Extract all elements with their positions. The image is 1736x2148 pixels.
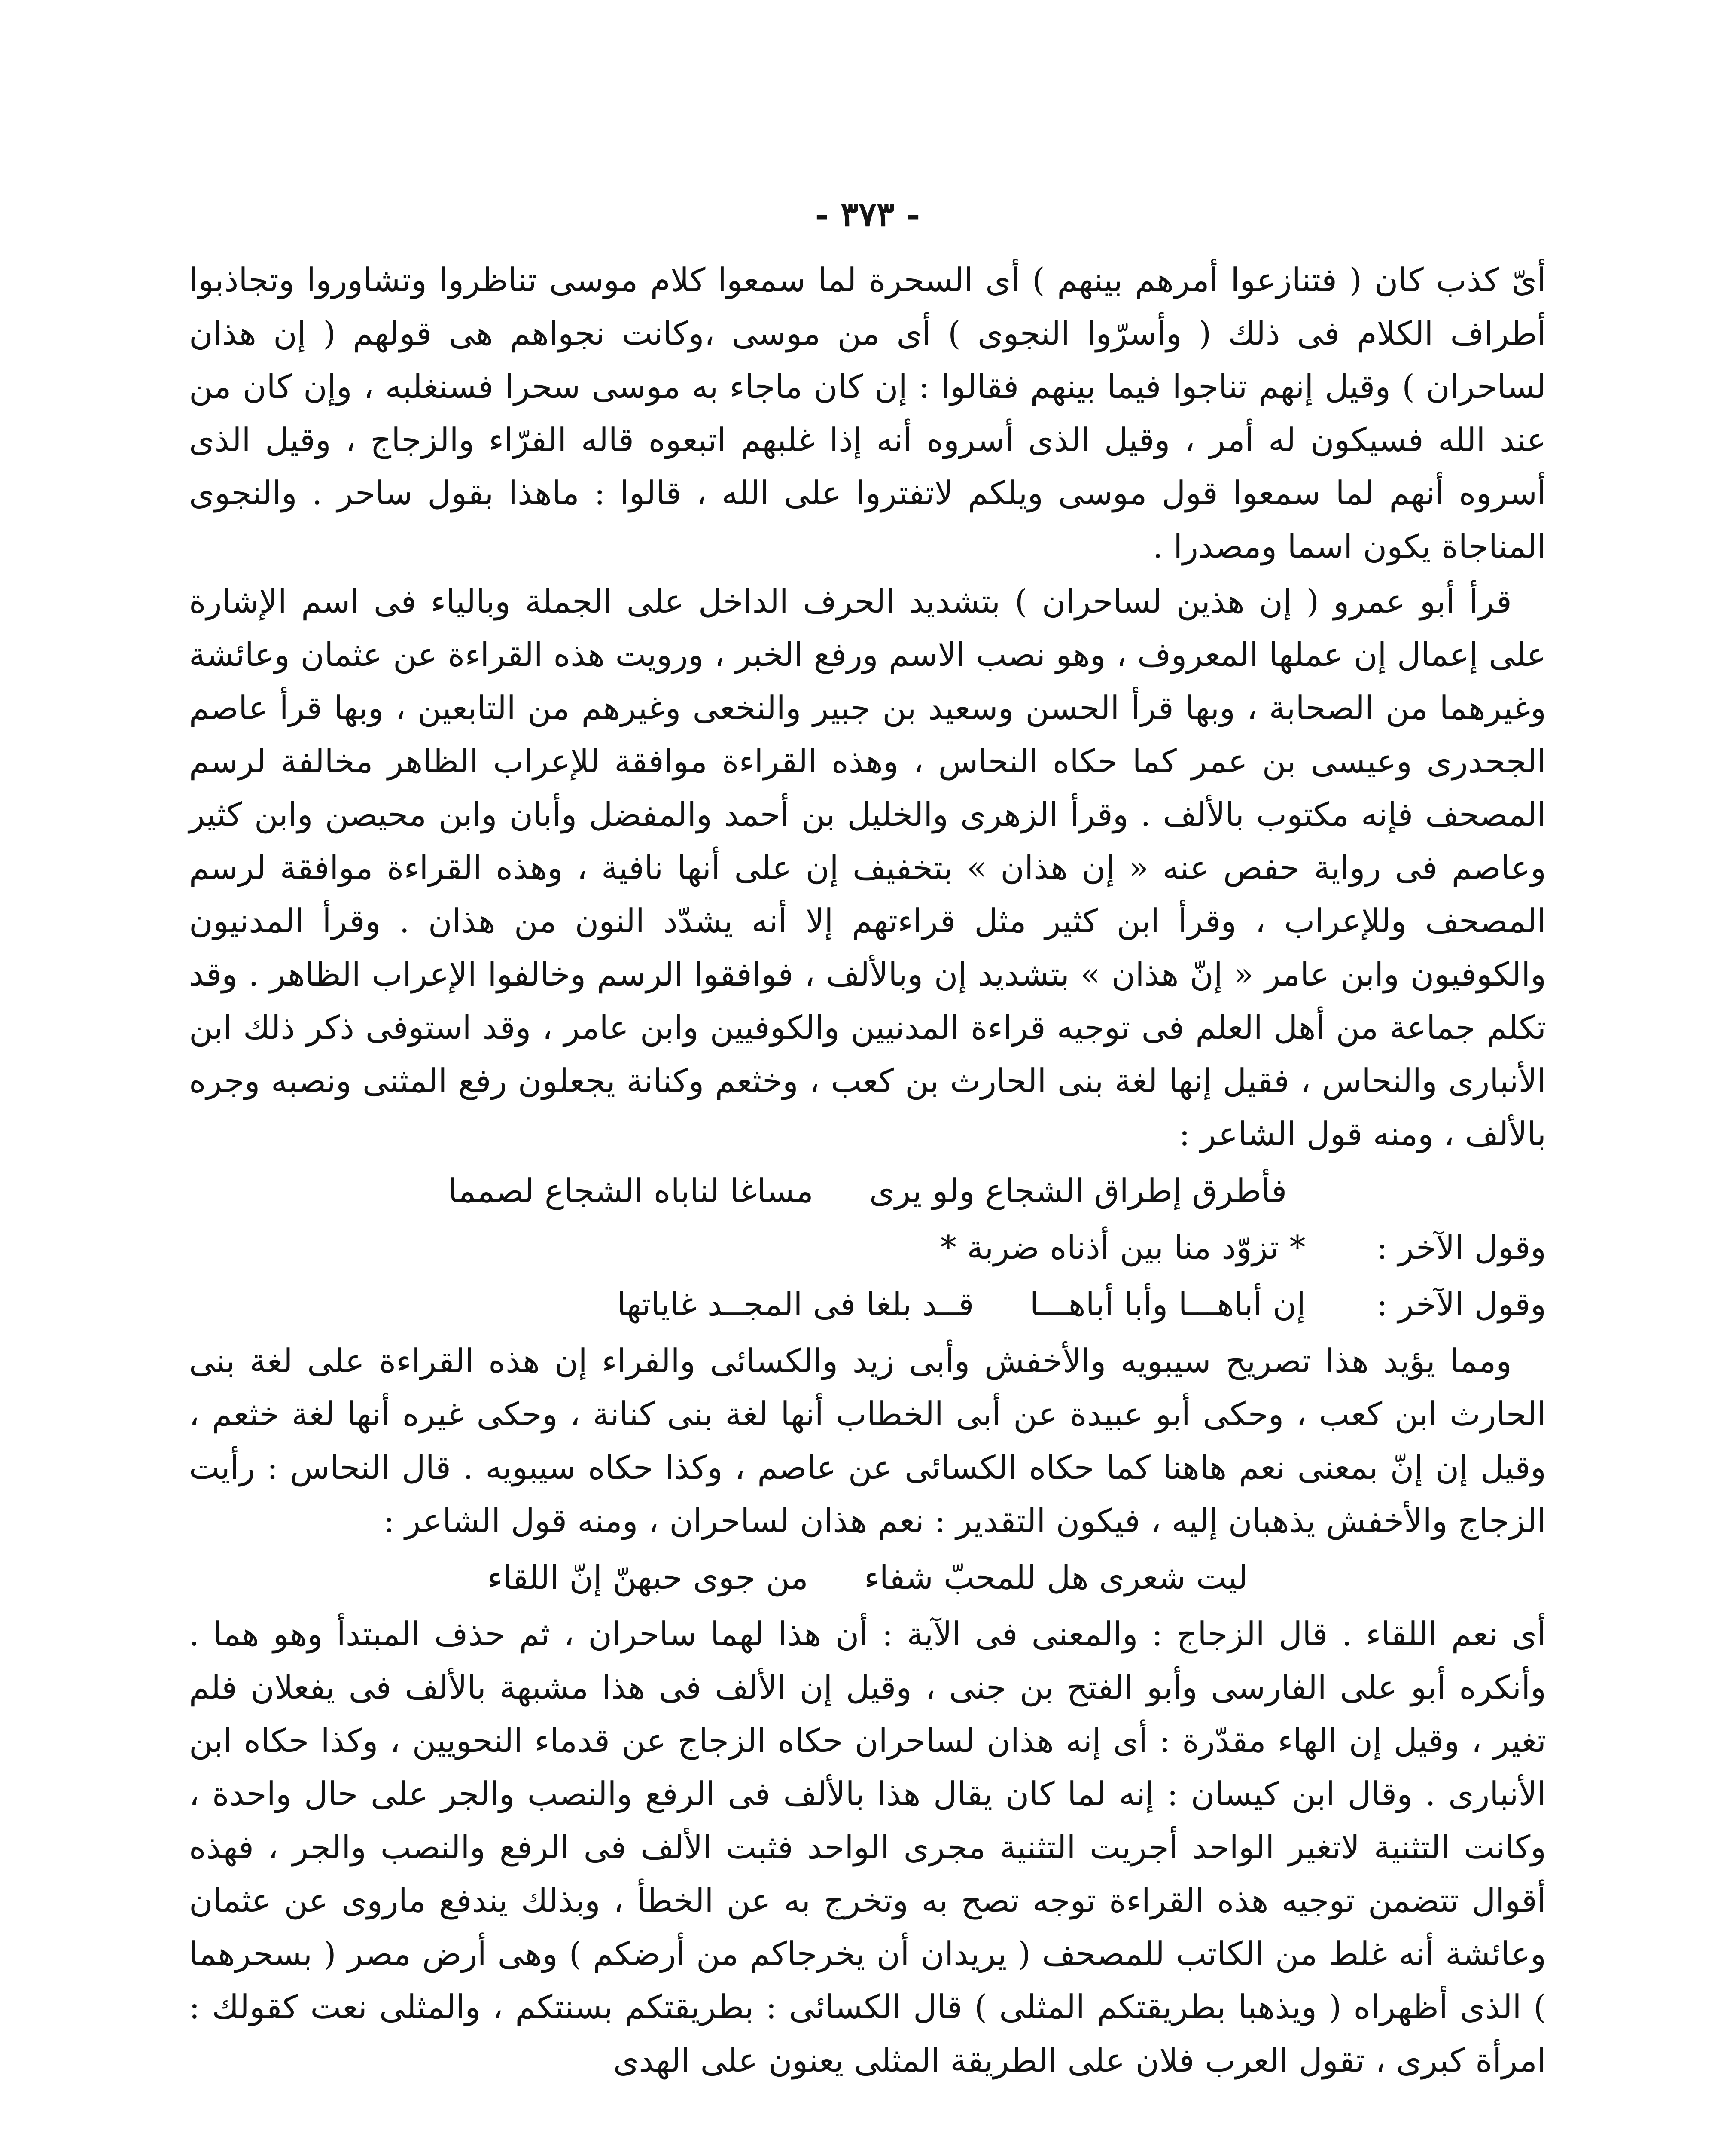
verse-1 [189, 1164, 1546, 1217]
verse-2 [189, 1221, 1546, 1274]
document-page [189, 189, 1546, 2148]
verse-1-first-hemistich: فأطرق إطراق الشجاع ولو يرى [869, 1172, 1287, 1210]
paragraph-2: قرأ أبو عمرو ( إن هذين لساحران ) بتشديد الحرف الداخل على الجملة وبالياء فى اسم الإشارة على إعمال إن عملها المعروف ، وهو نصب الاسم ورفع الخبر ، ورويت هذه القراءة عن عثمان وعائشة وغيرهما من الصحابة ، وبها قرأ الحسن وسعيد بن جبير والنخعى وغيرهم من التابعين ، وبها قرأ عاصم الجحدرى وعيسى بن عمر كما حكاه النحاس ، وهذه القراءة موافقة للإعراب الظاهر مخالفة لرسم المصحف فإنه مكتوب بالألف . وقرأ الزهرى والخليل بن أحمد والمفضل وأبان وابن محيصن وابن كثير وعاصم فى رواية حفص عنه « إن هذان » بتخفيف إن على أنها نافية ، وهذه القراءة موافقة لرسم المصحف وللإعراب ، وقرأ ابن كثير مثل قراءتهم إلا أنه يشدّد النون من هذان . وقرأ المدنيون والكوفيون وابن عامر « إنّ هذان » بتشديد إن وبالألف ، فوافقوا الرسم وخالفوا الإعراب الظاهر . وقد تكلم جماعة من أهل العلم فى توجيه قراءة المدنيين والكوفيين وابن عامر ، وقد استوفى ذكر ذلك ابن الأنبارى والنحاس ، فقيل إنها لغة بنى الحارث بن كعب ، وخثعم وكنانة يجعلون رفع المثنى ونصبه وجره بالألف ، ومنه قول الشاعر : [189, 582, 1547, 1153]
verse-3-lead: وقول الآخر : [1377, 1285, 1546, 1323]
verse-2-lead: وقول الآخر : [1377, 1228, 1546, 1266]
verse-gap [974, 1278, 1030, 1331]
verse-4 [189, 1551, 1546, 1604]
verse-3-first-hemistich: إن أباهـــا وأبا أباهـــا [1029, 1285, 1306, 1323]
verse-2-line: * تزوّد منا بين أذناه ضربة * [940, 1228, 1306, 1266]
verse-3-second-hemistich: قــد بلغا فى المجــد غاياتها [617, 1285, 974, 1323]
page-number: - ٣٧٣ - [815, 195, 920, 234]
verse-1-second-hemistich: مساغا لناباه الشجاع لصمما [448, 1172, 813, 1210]
verse-gap [813, 1164, 869, 1217]
verse-3 [189, 1278, 1546, 1331]
paragraph-4: أى نعم اللقاء . قال الزجاج : والمعنى فى الآية : أن هذا لهما ساحران ، ثم حذف المبتدأ وهو هما . وأنكره أبو على الفارسى وأبو الفتح بن جنى ، وقيل إن الألف فى هذا مشبهة بالألف فى يفعلان فلم تغير ، وقيل إن الهاء مقدّرة : أى إنه هذان لساحران حكاه الزجاج عن قدماء النحويين ، وكذا حكاه ابن الأنبارى . وقال ابن كيسان : إنه لما كان يقال هذا بالألف فى الرفع والنصب والجر على حال واحدة ، وكانت التثنية لاتغير الواحد أجريت التثنية مجرى الواحد فثبت الألف فى الرفع والنصب والجر ، فهذه أقوال تتضمن توجيه هذه القراءة توجه تصح به وتخرج به عن الخطأ ، وبذلك يندفع ماروى عن عثمان وعائشة أنه غلط من الكاتب للمصحف ( يريدان أن يخرجاكم من أرضكم ) وهى أرض مصر ( بسحرهما ) الذى أظهراه ( ويذهبا بطريقتكم المثلى ) قال الكسائى : بطريقتكم بسنتكم ، والمثلى نعت كقولك : امرأة كبرى ، تقول العرب فلان على الطريقة المثلى يعنون على الهدى [189, 1615, 1547, 2079]
verse-4-second-hemistich: من جوى حبهنّ إنّ اللقاء [487, 1558, 808, 1596]
paragraph-1: أىّ كذب كان ( فتنازعوا أمرهم بينهم ) أى السحرة لما سمعوا كلام موسى تناظروا وتشاوروا وتجاذبوا أطراف الكلام فى ذلك ( وأسرّوا النجوى ) أى من موسى ،وكانت نجواهم هى قولهم ( إن هذان لساحران ) وقيل إنهم تناجوا فيما بينهم فقالوا : إن كان ماجاء به موسى سحرا فسنغلبه ، وإن كان من عند الله فسيكون له أمر ، وقيل الذى أسروه أنه إذا غلبهم اتبعوه قاله الفرّاء والزجاج ، وقيل الذى أسروه أنهم لما سمعوا قول موسى ويلكم لاتفتروا على الله ، قالوا : ماهذا بقول ساحر . والنجوى المناجاة يكون اسما ومصدرا . [189, 261, 1546, 565]
verse-gap [808, 1551, 864, 1604]
verse-4-first-hemistich: ليت شعرى هل للمحبّ شفاء [864, 1558, 1248, 1596]
paragraph-3: ومما يؤيد هذا تصريح سيبويه والأخفش وأبى زيد والكسائى والفراء إن هذه القراءة على لغة بنى الحارث ابن كعب ، وحكى أبو عبيدة عن أبى الخطاب أنها لغة بنى كنانة ، وحكى غيره أنها لغة خثعم ، وقيل إن إنّ بمعنى نعم هاهنا كما حكاه الكسائى عن عاصم ، وكذا حكاه سيبويه . قال النحاس : رأيت الزجاج والأخفش يذهبان إليه ، فيكون التقدير : نعم هذان لساحران ، ومنه قول الشاعر : [189, 1342, 1546, 1540]
